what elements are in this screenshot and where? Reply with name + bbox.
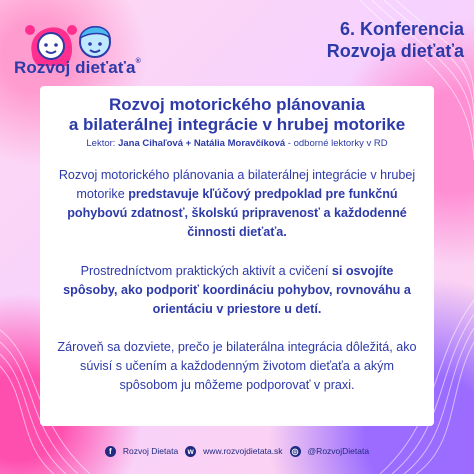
paragraph-importance: Zároveň sa dozviete, prečo je bilaterálna integrácia dôležitá, ako súvisí s učením a každodenným životom dieťaťa a akým spôsobom ju môžeme podporovať v praxi. [57,340,417,392]
title-line-1: Rozvoj motorického plánovania [109,95,365,114]
logo-wordmark: Rozvoj dieťaťa® [14,58,141,77]
page-title [44,95,430,135]
paragraph-intro: Rozvoj motorického plánovania a bilaterálnej integrácie v hrubej motorike predstavuje kľúčový predpoklad pre funkčnú pohybovú zdatnosť, školskú pripravenosť a každodenné činnosti dieťaťa. [58,168,416,239]
website-link[interactable]: www.rozvojdietata.sk [203,446,283,456]
paragraph-activities: Prostredníctvom praktických aktivít a cvičení si osvojíte spôsoby, ako podporiť koordináciu pohybov, rovnováhu a orientáciu v priestore u detí. [63,264,411,316]
conference-heading [327,18,464,62]
footer-contacts [0,440,474,462]
title-line-2: a bilaterálnej integrácie v hrubej motorike [68,115,406,134]
lector-info: Lektor: Jana Cihaľová + Natália Moravčíková - odborné lektorky v RD [86,138,388,149]
lector-names: Jana Cihaľová + Natália Moravčíková [118,138,286,149]
conference-line-2: Rozvoja dieťaťa [326,41,464,61]
web-icon: w [185,446,196,457]
facebook-link[interactable]: Rozvoj Dietata [122,446,179,456]
conference-line-1: 6. Konferencia [339,19,464,39]
instagram-link[interactable]: @RozvojDietata [307,446,370,456]
instagram-icon: ◎ [290,446,301,457]
facebook-icon: f [105,446,116,457]
